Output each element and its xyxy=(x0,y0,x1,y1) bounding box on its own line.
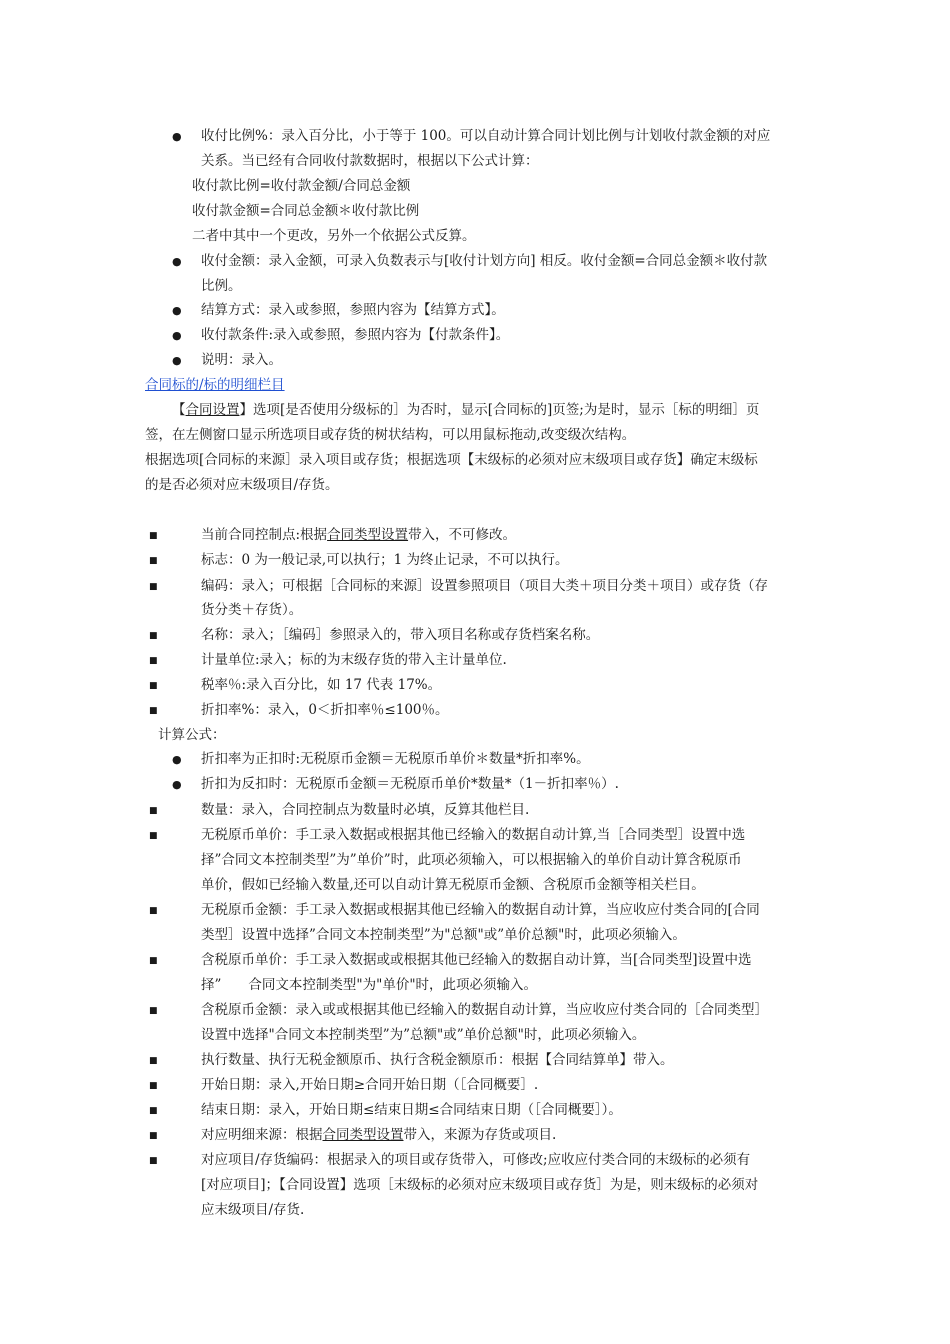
list-item: 计量单位:录入；标的为末级存货的带入主计量单位. xyxy=(201,652,507,668)
contract-type-settings-link[interactable]: 合同类型设置 xyxy=(322,1127,404,1143)
text-line: 收付金额：录入金额，可录入负数表示与[收付计划方向] 相反。收付金额=合同总金额＊收付款 xyxy=(201,253,768,269)
list-item: 税率％:录入百分比，如 17 代表 17%。 xyxy=(201,677,442,693)
list-item-continuation: [对应项目]；【合同设置】选项［末级标的必须对应末级项目或存货］为是，则末级标的必须对 xyxy=(201,1177,759,1193)
bullet-square-icon: ■ xyxy=(149,1131,158,1141)
bullet-square-icon: ■ xyxy=(149,1156,158,1166)
bullet-square-icon: ■ xyxy=(149,531,158,541)
bullet-square-icon: ■ xyxy=(149,806,158,816)
list-item-continuation: 择”合同文本控制类型”为”单价”时，此项必须输入，可以根据输入的单价自动计算含税原币 xyxy=(201,852,742,868)
bullet-square-icon: ■ xyxy=(149,631,158,641)
formula-line: 收付款金额=合同总金额＊收付款比例 xyxy=(192,203,420,219)
bullet-square-icon: ■ xyxy=(149,556,158,566)
bullet-square-icon: ■ xyxy=(149,706,158,716)
contract-settings-link[interactable]: 合同设置 xyxy=(185,402,240,418)
paragraph-line: 的是否必须对应末级项目/存货。 xyxy=(145,477,339,493)
bullet-dot-icon: ● xyxy=(172,255,182,268)
list-item: 结束日期：录入，开始日期≤结束日期≤合同结束日期（［合同概要］）。 xyxy=(201,1102,622,1118)
text-line: 关系。当已经有合同收付款数据时，根据以下公式计算： xyxy=(201,153,539,169)
list-item: 开始日期：录入,开始日期≥合同开始日期（［合同概要］. xyxy=(201,1077,539,1093)
list-item: 数量：录入，合同控制点为数量时必填，反算其他栏目. xyxy=(201,802,530,818)
text-line: 收付款条件:录入或参照，参照内容为【付款条件】。 xyxy=(201,327,510,343)
paragraph-line: 签，在左侧窗口显示所选项目或存货的树状结构，可以用鼠标拖动,改变级次结构。 xyxy=(145,427,636,443)
text-line: 比例。 xyxy=(201,278,242,294)
formula-note: 二者中其中一个更改，另外一个依据公式反算。 xyxy=(192,228,476,244)
list-item: 含税原币金额：录入或或根据其他已经输入的数据自动计算，当应收应付类合同的［合同类型］ xyxy=(201,1002,768,1018)
list-item-continuation: 类型］设置中选择”合同文本控制类型”为"总额"或”单价总额"时，此项必须输入。 xyxy=(201,927,686,943)
bullet-square-icon: ■ xyxy=(149,831,158,841)
bullet-square-icon: ■ xyxy=(149,681,158,691)
formula-item: 折扣为反扣时：无税原币金额＝无税原币单价*数量*（1－折扣率％）. xyxy=(201,776,619,792)
paragraph-line: 根据选项[合同标的来源］录入项目或存货；根据选项【末级标的必须对应末级项目或存货】确定末级标 xyxy=(145,452,758,468)
bullet-dot-icon: ● xyxy=(172,304,182,317)
paragraph-line xyxy=(172,401,759,419)
list-item-continuation: 应末级项目/存货. xyxy=(201,1202,305,1218)
bullet-dot-icon: ● xyxy=(172,778,182,791)
text-line: 收付比例%：录入百分比，小于等于 100。可以自动计算合同计划比例与计划收付款金额的对应 xyxy=(201,128,771,144)
list-item: 当前合同控制点:根据合同类型设置带入，不可修改。 xyxy=(201,527,517,543)
contract-type-settings-link[interactable]: 合同类型设置 xyxy=(327,527,409,543)
list-item-continuation: 设置中选择"合同文本控制类型”为”总额"或”单价总额"时，此项必须输入。 xyxy=(201,1027,646,1043)
bullet-dot-icon: ● xyxy=(172,354,182,367)
list-item: 无税原币金额：手工录入数据或根据其他已经输入的数据自动计算，当应收应付类合同的[合同 xyxy=(201,902,760,918)
bullet-square-icon: ■ xyxy=(149,1081,158,1091)
list-item-continuation: 单价，假如已经输入数量,还可以自动计算无税原币金额、含税原币金额等相关栏目。 xyxy=(201,877,705,893)
list-item: 对应项目/存货编码：根据录入的项目或存货带入，可修改;应收应付类合同的末级标的必须有 xyxy=(201,1152,751,1168)
list-item: 含税原币单价：手工录入数据或或根据其他已经输入的数据自动计算，当[合同类型]设置中选 xyxy=(201,952,752,968)
text-line: 说明：录入。 xyxy=(201,352,282,368)
list-item: 折扣率%：录入，0＜折扣率％≤100％。 xyxy=(201,702,449,718)
bullet-square-icon: ■ xyxy=(149,906,158,916)
text-line: 结算方式：录入或参照，参照内容为【结算方式】。 xyxy=(201,302,505,318)
list-item: 执行数量、执行无税金额原币、执行含税金额原币：根据【合同结算单】带入。 xyxy=(201,1052,674,1068)
list-item: 对应明细来源：根据合同类型设置带入，来源为存货或项目. xyxy=(201,1127,557,1143)
paragraph-text: 】选项[是否使用分级标的］为否时，显示[合同标的]页签;为是时，显示［标的明细］页 xyxy=(239,402,760,418)
list-item: 标志：0 为一般记录,可以执行；1 为终止记录，不可以执行。 xyxy=(201,552,569,568)
bullet-square-icon: ■ xyxy=(149,1106,158,1116)
bracket-open: 【 xyxy=(172,402,186,418)
list-item: 无税原币单价：手工录入数据或根据其他已经输入的数据自动计算,当［合同类型］设置中选 xyxy=(201,827,746,843)
bullet-dot-icon: ● xyxy=(172,130,182,143)
formula-item: 折扣率为正扣时:无税原币金额＝无税原币单价＊数量*折扣率%。 xyxy=(201,751,590,767)
bullet-square-icon: ■ xyxy=(149,582,158,592)
formula-line: 收付款比例=收付款金额/合同总金额 xyxy=(192,178,411,194)
calc-label: 计算公式： xyxy=(158,727,226,743)
bullet-dot-icon: ● xyxy=(172,329,182,342)
section-heading-link[interactable]: 合同标的/标的明细栏目 xyxy=(145,377,285,393)
bullet-square-icon: ■ xyxy=(149,656,158,666)
bullet-square-icon: ■ xyxy=(149,956,158,966)
list-item-continuation: 货分类＋存货）。 xyxy=(201,602,303,618)
bullet-square-icon: ■ xyxy=(149,1056,158,1066)
list-item: 名称：录入；［编码］参照录入的，带入项目名称或存货档案名称。 xyxy=(201,627,600,643)
bullet-square-icon: ■ xyxy=(149,1006,158,1016)
bullet-dot-icon: ● xyxy=(172,753,182,766)
list-item-continuation: 择” 合同文本控制类型"为"单价"时，此项必须输入。 xyxy=(201,977,538,993)
list-item: 编码：录入；可根据［合同标的来源］设置参照项目（项目大类＋项目分类＋项目）或存货（存 xyxy=(201,578,768,594)
